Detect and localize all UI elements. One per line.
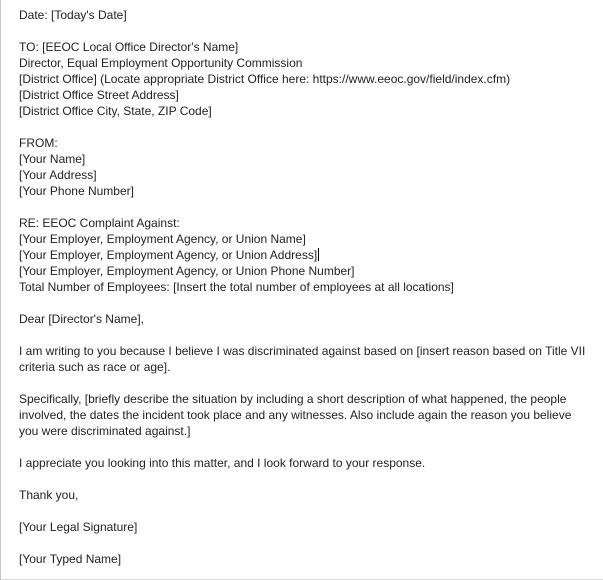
typed-name-line: [Your Typed Name] <box>19 552 122 566</box>
text-cursor <box>318 248 319 261</box>
from-address-line: [Your Address] <box>19 168 97 182</box>
re-heading: RE: EEOC Complaint Against: <box>19 216 180 230</box>
to-title-line: Director, Equal Employment Opportunity Commission <box>19 56 303 70</box>
spacer <box>19 119 589 135</box>
district-street-line: [District Office Street Address] <box>19 88 179 102</box>
spacer <box>19 503 589 519</box>
employer-phone-line: [Your Employer, Employment Agency, or Union Phone Number] <box>19 264 355 278</box>
employees-line: Total Number of Employees: [Insert the total number of employees at all locations] <box>19 280 454 294</box>
employer-address-text: [Your Employer, Employment Agency, or Union Address] <box>19 248 318 262</box>
district-city-line: [District Office City, State, ZIP Code] <box>19 104 212 118</box>
employer-address-line <box>19 247 589 263</box>
spacer <box>19 535 589 551</box>
letter-body[interactable] <box>19 7 589 567</box>
signature-line: [Your Legal Signature] <box>19 520 138 534</box>
to-line: TO: [EEOC Local Office Director's Name] <box>19 40 239 54</box>
from-heading: FROM: <box>19 136 58 150</box>
paragraph-details: Specifically, [briefly describe the situation by including a short description of what happened, the people involved, the dates the incident took place and any witnesses. Also include again the reason you believe you were discriminated against.] <box>19 392 572 438</box>
spacer <box>19 327 589 343</box>
spacer <box>19 439 589 455</box>
district-office-line: [District Office] (Locate appropriate District Office here: https://www.eeoc.gov/field/index.cfm) <box>19 72 511 86</box>
from-phone-line: [Your Phone Number] <box>19 184 134 198</box>
paragraph-reason: I am writing to you because I believe I was discriminated against based on [insert reason based on Title VII criteria such as race or age]. <box>19 344 586 374</box>
date-line: Date: [Today's Date] <box>19 8 127 22</box>
spacer <box>19 471 589 487</box>
spacer <box>19 23 589 39</box>
closing-line: Thank you, <box>19 488 79 502</box>
spacer <box>19 199 589 215</box>
employer-name-line: [Your Employer, Employment Agency, or Union Name] <box>19 232 306 246</box>
paragraph-appreciation: I appreciate you looking into this matter, and I look forward to your response. <box>19 456 426 470</box>
salutation-line: Dear [Director's Name], <box>19 312 144 326</box>
from-name-line: [Your Name] <box>19 152 86 166</box>
spacer <box>19 295 589 311</box>
spacer <box>19 375 589 391</box>
